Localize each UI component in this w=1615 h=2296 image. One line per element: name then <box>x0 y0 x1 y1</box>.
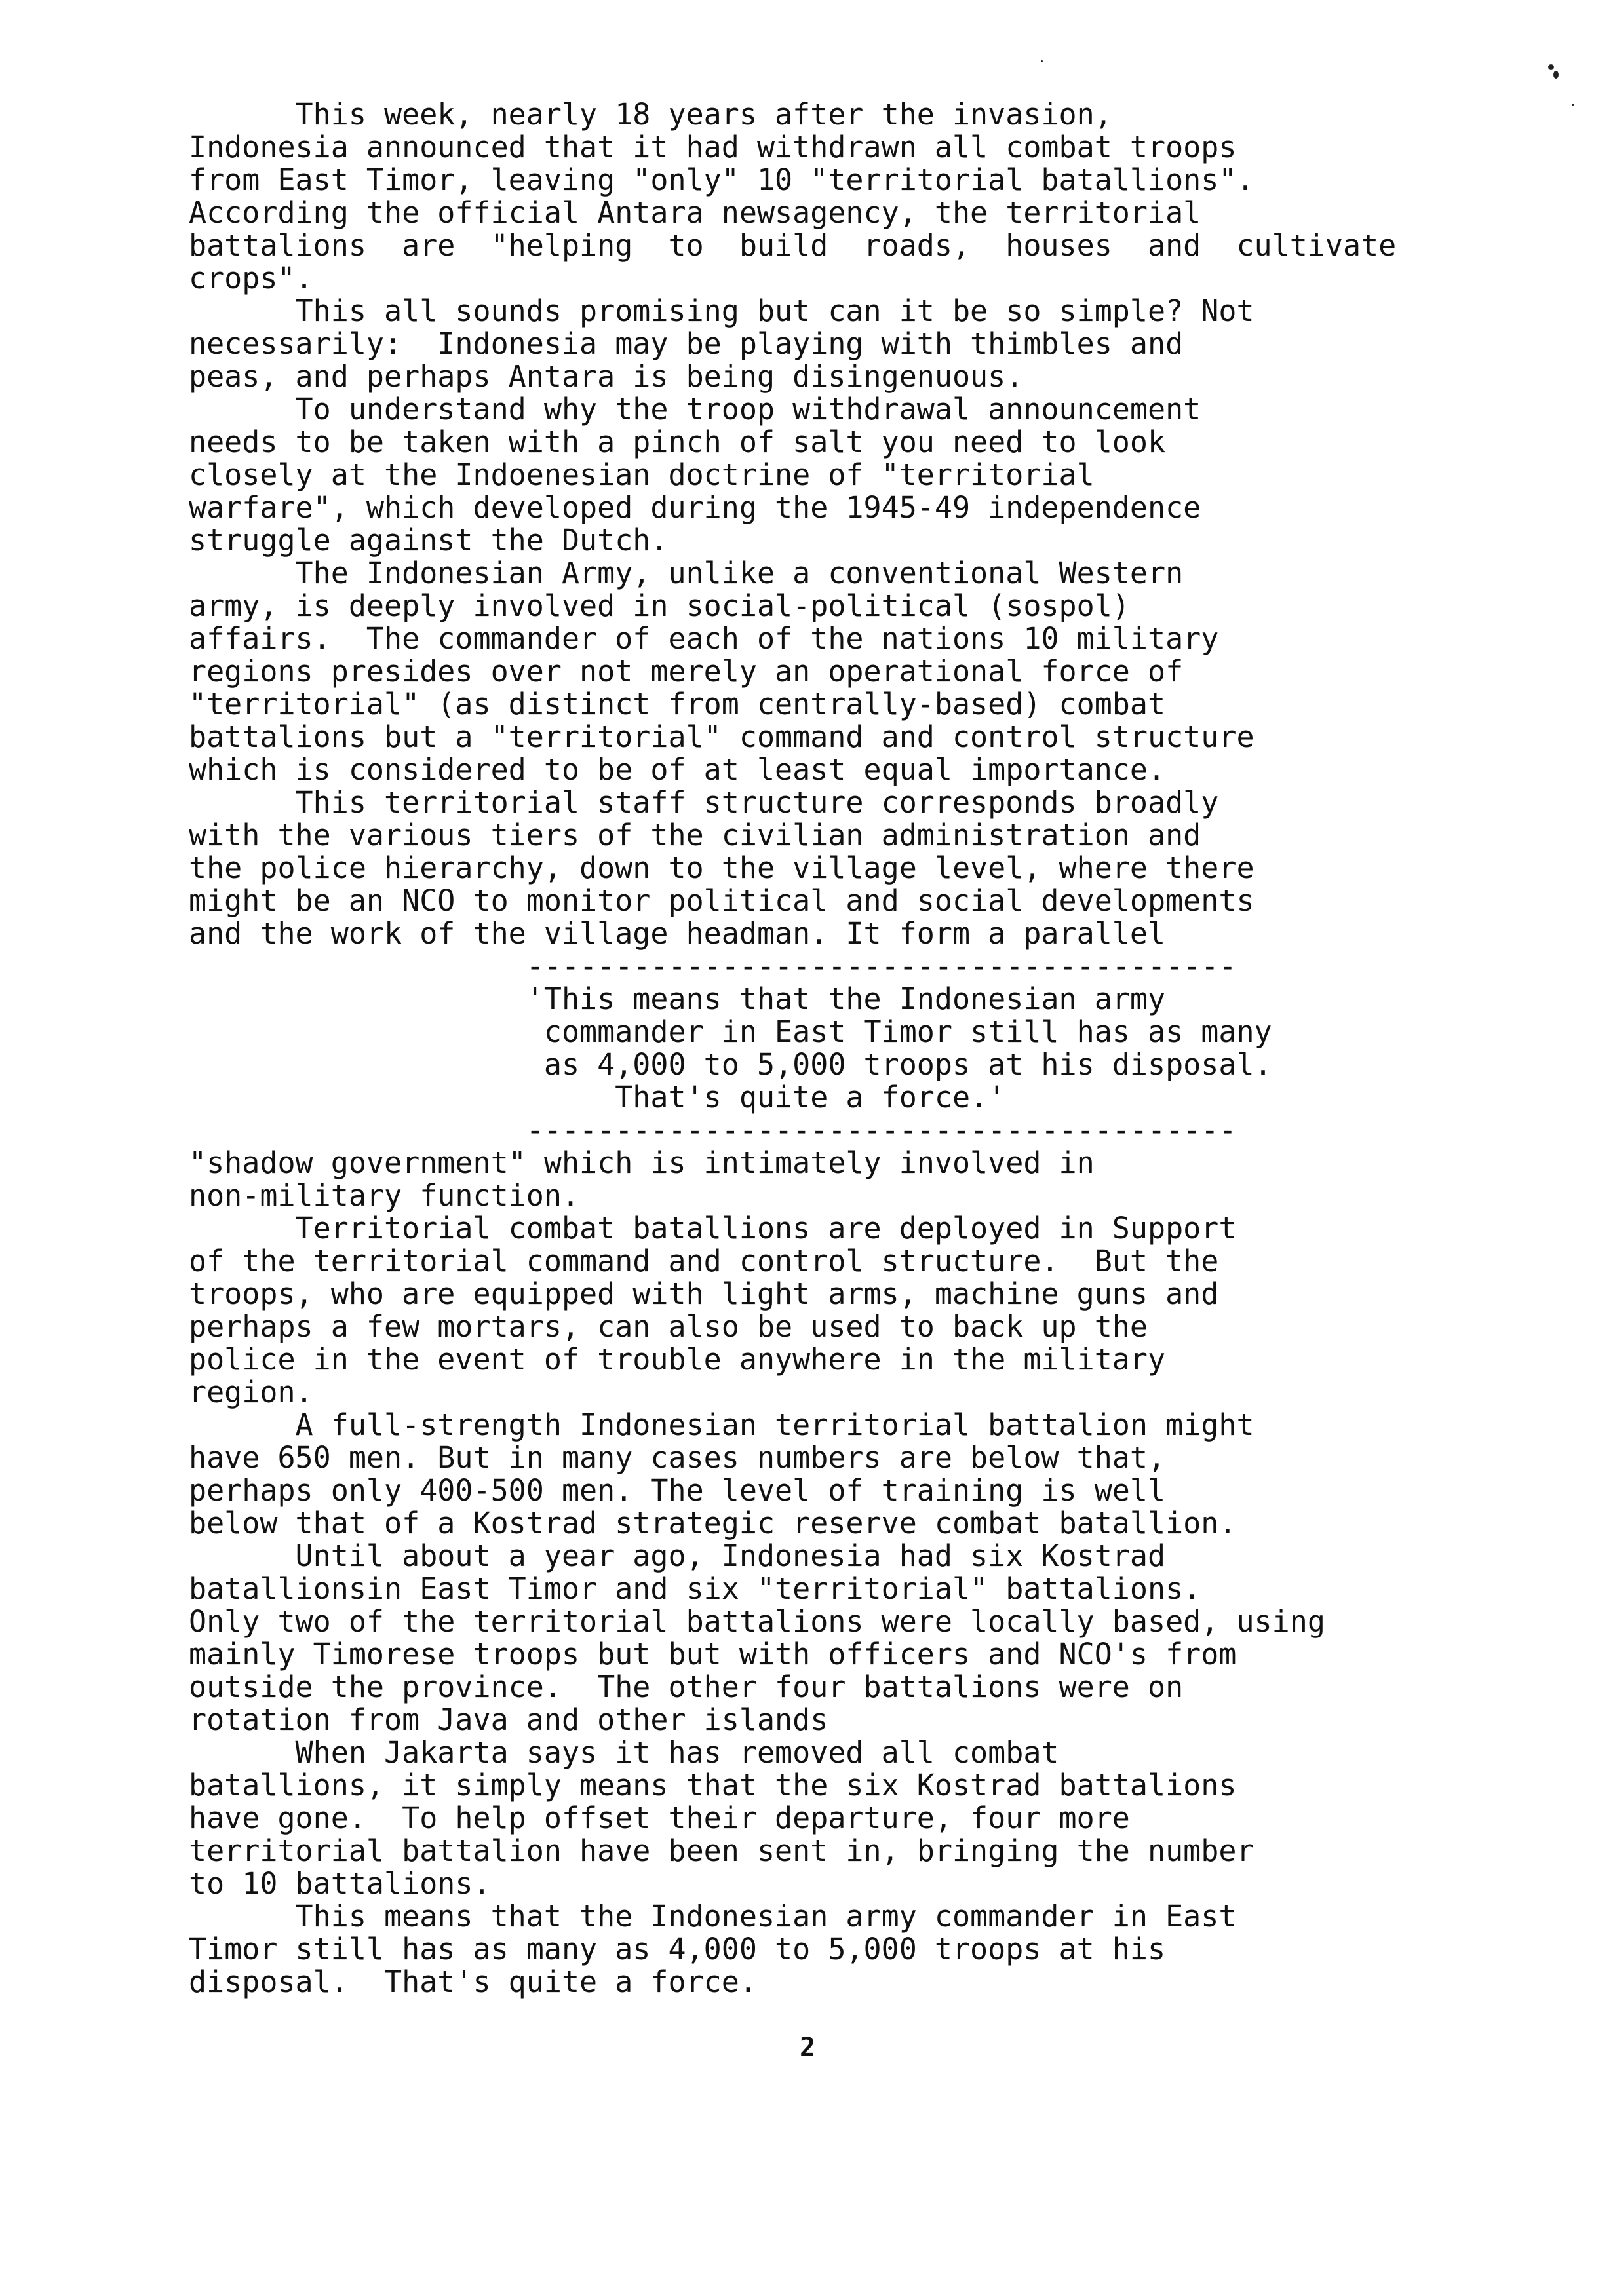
scan-mark <box>1041 60 1043 62</box>
scan-mark <box>1553 71 1559 79</box>
text-line: to 10 battalions. <box>189 1866 491 1901</box>
text-line: To understand why the troop withdrawal announcement <box>189 392 1201 427</box>
text-line: A full-strength Indonesian territorial battalion might <box>189 1407 1255 1442</box>
page-number: 2 <box>799 2033 816 2063</box>
text-line: According the official Antara newsagency, the territorial <box>189 195 1201 230</box>
text-line: and the work of the village headman. It form a parallel <box>189 916 1166 951</box>
text-line: disposal. That's quite a force. <box>189 1964 757 1999</box>
text-line: The Indonesian Army, unlike a conventional Western <box>189 556 1184 590</box>
text-line: perhaps only 400-500 men. The level of training is well <box>189 1473 1166 1508</box>
text-line: regions presides over not merely an operational force of <box>189 654 1184 689</box>
pull-quote-line: commander in East Timor still has as many <box>189 1014 1272 1049</box>
text-line: warfare", which developed during the 1945-49 independence <box>189 490 1201 525</box>
text-line: crops". <box>189 261 313 296</box>
text-line: mainly Timorese troops but but with officers and NCO's from <box>189 1637 1237 1672</box>
text-line: Timor still has as many as 4,000 to 5,000 troops at his <box>189 1932 1166 1966</box>
text-line: might be an NCO to monitor political and social developments <box>189 883 1255 918</box>
text-line: "territorial" (as distinct from centrally-based) combat <box>189 687 1166 721</box>
pull-quote-line: 'This means that the Indonesian army <box>189 982 1166 1016</box>
text-line: battalions but a "territorial" command and control structure <box>189 719 1255 754</box>
text-line: which is considered to be of at least equal importance. <box>189 752 1166 787</box>
text-line: batallionsin East Timor and six "territorial" battalions. <box>189 1571 1201 1606</box>
text-line: police in the event of trouble anywhere in the military <box>189 1342 1166 1377</box>
text-line: "shadow government" which is intimately involved in <box>189 1145 1095 1180</box>
text-line: Until about a year ago, Indonesia had six Kostrad <box>189 1539 1166 1573</box>
text-line: troops, who are equipped with light arms, machine guns and <box>189 1276 1219 1311</box>
text-line: struggle against the Dutch. <box>189 523 669 558</box>
text-line: perhaps a few mortars, can also be used to back up the <box>189 1309 1148 1344</box>
text-line: with the various tiers of the civilian administration and <box>189 818 1201 852</box>
text-line: necessarily: Indonesia may be playing with thimbles and <box>189 326 1184 361</box>
pull-quote-rule-bottom: ---------------------------------------- <box>189 1113 1237 1147</box>
pull-quote-line: That's quite a force.' <box>189 1080 1006 1115</box>
text-line: battalions are "helping to build roads, houses and cultivate <box>189 228 1397 263</box>
text-line: affairs. The commander of each of the nations 10 military <box>189 621 1219 656</box>
scan-mark <box>1548 64 1554 70</box>
text-line: region. <box>189 1375 313 1409</box>
text-line: territorial battalion have been sent in, bringing the number <box>189 1833 1255 1868</box>
text-line: batallions, it simply means that the six Kostrad battalions <box>189 1768 1237 1803</box>
text-line: from East Timor, leaving "only" 10 "territorial batallions". <box>189 163 1255 197</box>
text-line: Indonesia announced that it had withdrawn all combat troops <box>189 130 1237 164</box>
pull-quote-line: as 4,000 to 5,000 troops at his disposal. <box>189 1047 1272 1082</box>
text-line: This territorial staff structure corresponds broadly <box>189 785 1219 820</box>
text-line: have gone. To help offset their departure, four more <box>189 1801 1130 1835</box>
text-line: below that of a Kostrad strategic reserve combat batallion. <box>189 1506 1237 1540</box>
text-line: When Jakarta says it has removed all combat <box>189 1735 1059 1770</box>
text-line: This means that the Indonesian army commander in East <box>189 1899 1237 1934</box>
text-line: This week, nearly 18 years after the invasion, <box>189 97 1112 132</box>
text-line: of the territorial command and control structure. But the <box>189 1244 1219 1278</box>
text-line: closely at the Indoenesian doctrine of "territorial <box>189 457 1095 492</box>
text-line: the police hierarchy, down to the village level, where there <box>189 851 1255 885</box>
text-line: outside the province. The other four battalions were on <box>189 1670 1184 1704</box>
text-line: rotation from Java and other islands <box>189 1702 828 1737</box>
text-line: needs to be taken with a pinch of salt you need to look <box>189 425 1166 459</box>
text-line: have 650 men. But in many cases numbers are below that, <box>189 1440 1166 1475</box>
text-line: This all sounds promising but can it be so simple? Not <box>189 294 1255 328</box>
pull-quote-rule-top: ---------------------------------------- <box>189 949 1237 984</box>
text-line: Only two of the territorial battalions were locally based, using <box>189 1604 1325 1639</box>
scan-mark <box>1572 104 1574 106</box>
text-line: peas, and perhaps Antara is being disingenuous. <box>189 359 1024 394</box>
text-line: army, is deeply involved in social-political (sospol) <box>189 588 1130 623</box>
text-line: non-military function. <box>189 1178 580 1213</box>
text-line: Territorial combat batallions are deployed in Support <box>189 1211 1237 1246</box>
